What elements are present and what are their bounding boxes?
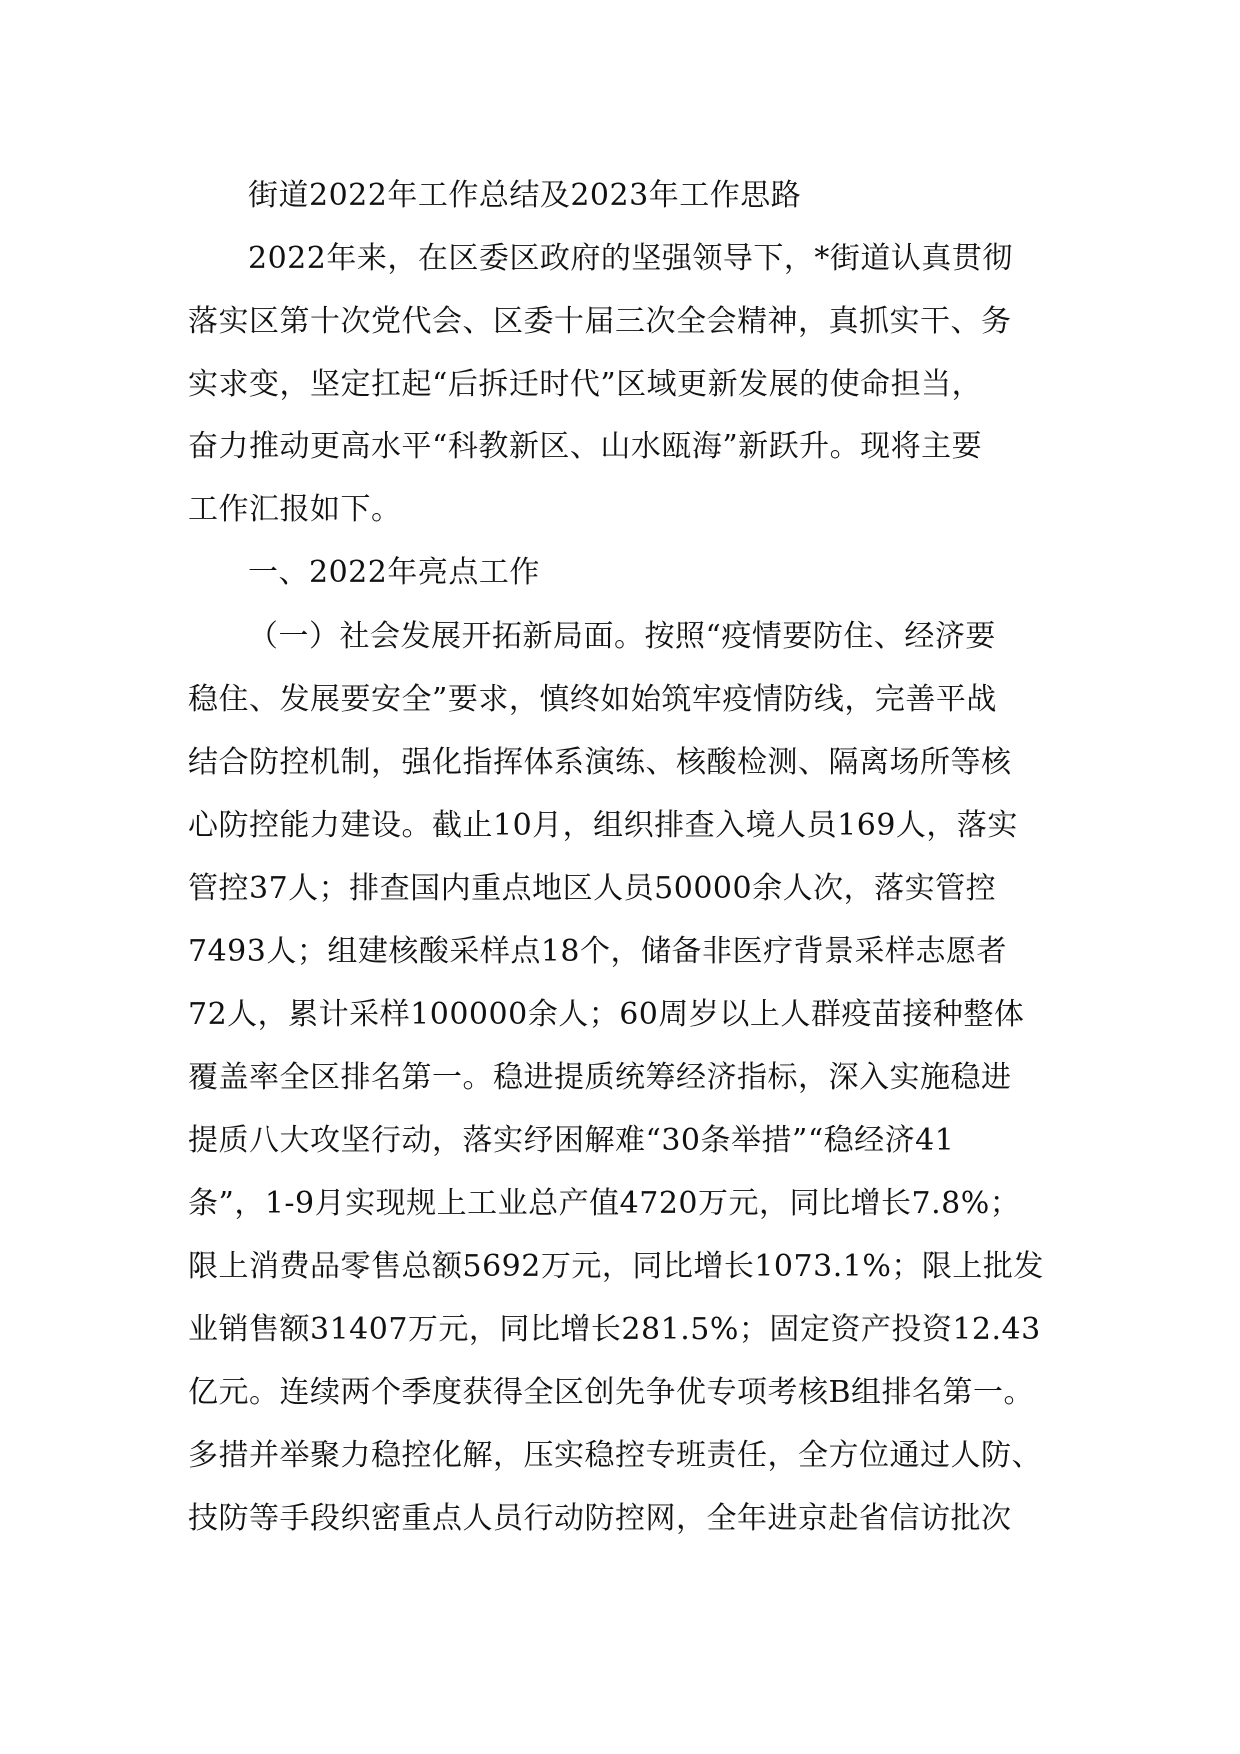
paragraph-line: （一）社会发展开拓新局面。按照“疫情要防住、经济要	[248, 619, 996, 654]
paragraph-line: 管控37人；排查国内重点地区人员50000余人次，落实管控	[188, 871, 997, 906]
document-title: 街道2022年工作总结及2023年工作思路	[248, 178, 802, 213]
paragraph-line: 2022年来，在区委区政府的坚强领导下，*街道认真贯彻	[248, 241, 1013, 276]
paragraph-line: 实求变，坚定扛起“后拆迁时代”区域更新发展的使命担当，	[188, 367, 983, 402]
paragraph-line: 条”，1-9月实现规上工业总产值4720万元，同比增长7.8%；	[188, 1186, 1021, 1221]
paragraph-line: 限上消费品零售总额5692万元，同比增长1073.1%；限上批发	[188, 1249, 1044, 1284]
paragraph-line: 提质八大攻坚行动，落实纾困解难“30条举措”“稳经济41	[188, 1123, 955, 1158]
paragraph-line: 工作汇报如下。	[188, 492, 402, 527]
paragraph-line: 覆盖率全区排名第一。稳进提质统筹经济指标，深入实施稳进	[188, 1060, 1012, 1095]
paragraph-line: 多措并举聚力稳控化解，压实稳控专班责任，全方位通过人防、	[188, 1438, 1042, 1473]
paragraph-line: 亿元。连续两个季度获得全区创先争优专项考核B组排名第一。	[188, 1375, 1035, 1410]
section-heading: 一、2022年亮点工作	[248, 555, 540, 590]
paragraph-line: 奋力推动更高水平“科教新区、山水瓯海”新跃升。现将主要	[188, 429, 983, 464]
paragraph-line: 稳住、发展要安全”要求，慎终如始筑牢疫情防线，完善平战	[188, 682, 997, 717]
paragraph-line: 72人，累计采样100000余人；60周岁以上人群疫苗接种整体	[188, 997, 1025, 1032]
paragraph-line: 7493人；组建核酸采样点18个，储备非医疗背景采样志愿者	[188, 934, 1008, 969]
paragraph-line: 技防等手段织密重点人员行动防控网，全年进京赴省信访批次	[188, 1501, 1012, 1536]
paragraph-line: 业销售额31407万元，同比增长281.5%；固定资产投资12.43	[188, 1312, 1041, 1347]
paragraph-line: 落实区第十次党代会、区委十届三次全会精神，真抓实干、务	[188, 304, 1012, 339]
paragraph-line: 心防控能力建设。截止10月，组织排查入境人员169人，落实	[188, 808, 1018, 843]
paragraph-line: 结合防控机制，强化指挥体系演练、核酸检测、隔离场所等核	[188, 745, 1012, 780]
